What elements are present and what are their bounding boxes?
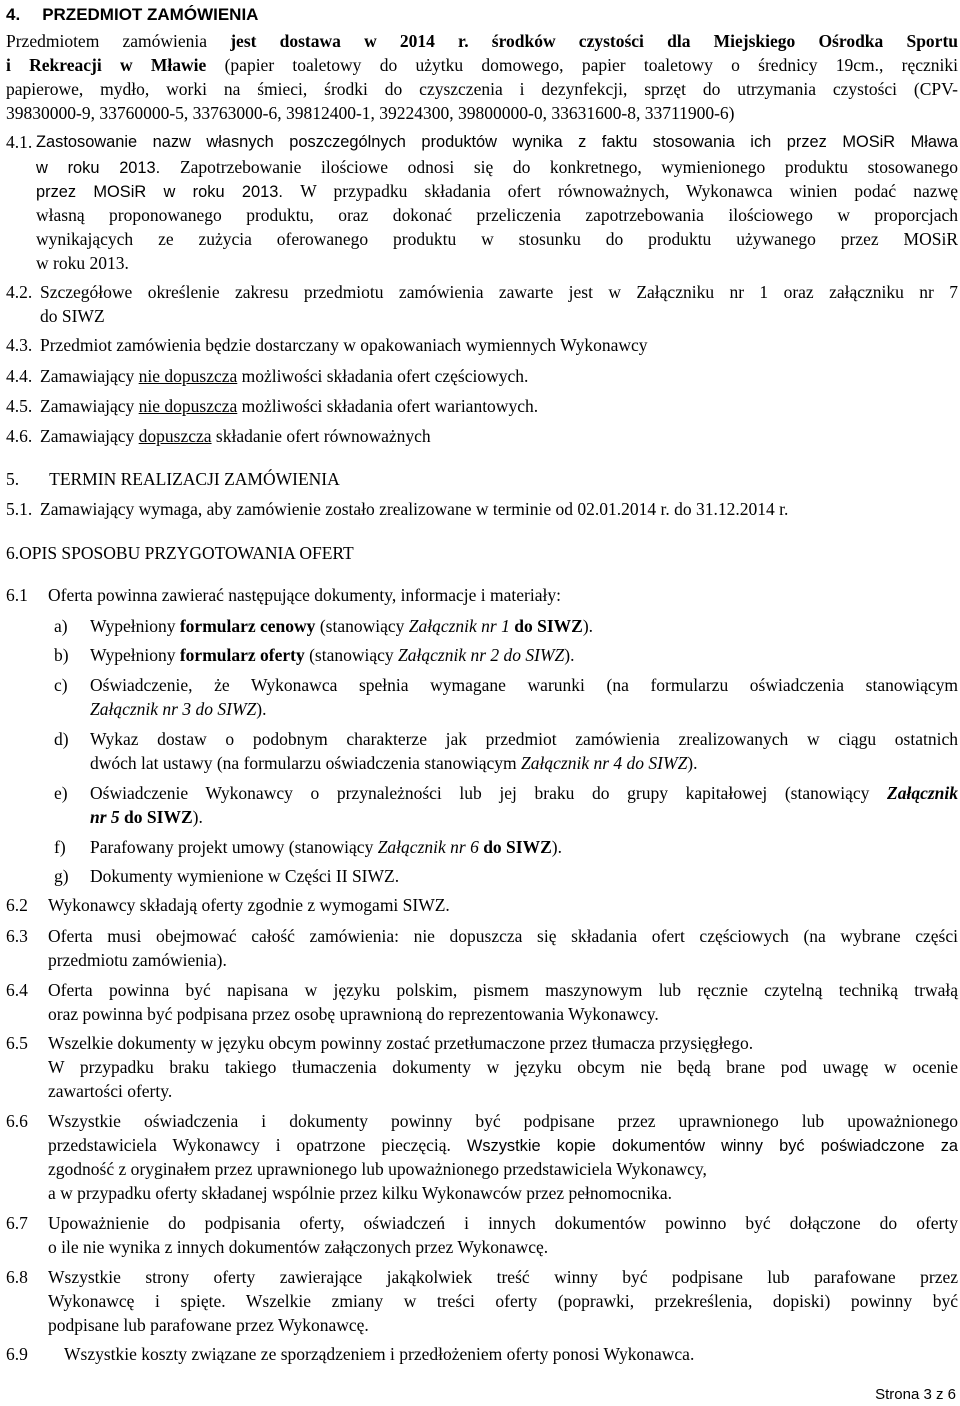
- p44-text-a: Zamawiający: [40, 366, 139, 386]
- p44-text: [40, 364, 528, 389]
- p63-number: 6.3: [6, 926, 28, 946]
- item-bold-italic: nr 5: [90, 807, 120, 827]
- item-g-label: g): [54, 866, 69, 886]
- p45-underlined: nie dopuszcza: [138, 396, 238, 416]
- item-text: Wypełniony: [90, 616, 180, 636]
- p66-text: przedstawiciela Wykonawcy i opatrzone pieczęcią.: [48, 1135, 467, 1155]
- item-italic: Załącznik nr 4 do SIWZ: [521, 753, 688, 773]
- intro-line-1: [6, 29, 958, 54]
- item-text: ).: [256, 699, 267, 719]
- intro-line-2: [6, 53, 958, 78]
- p63-line-2: przedmiotu zamówienia).: [48, 950, 227, 970]
- p69-text: Wszystkie koszty związane ze sporządzeniem i przedłożeniem oferty ponosi Wykonawca.: [64, 1344, 695, 1364]
- p45-number: 4.5.: [6, 396, 33, 416]
- p66-line-3: zgodność z oryginałem przez uprawnionego lub upoważnionego przedstawiciela Wykonawcy,: [48, 1159, 707, 1179]
- p44-number: 4.4.: [6, 366, 33, 386]
- section-title: PRZEDMIOT ZAMÓWIENIA: [42, 5, 259, 24]
- section-4-heading: [6, 3, 258, 28]
- p45-text: [40, 394, 538, 419]
- p42-line-2: do SIWZ: [40, 306, 105, 326]
- item-b-text: [90, 643, 574, 668]
- item-text: (stanowiący: [304, 645, 399, 665]
- p66-line-1: Wszystkie oświadczenia i dokumenty powinny być podpisane przez uprawnionego lub upoważnionego: [48, 1111, 958, 1131]
- item-e-line-2: [90, 805, 203, 830]
- p61-text: Oferta powinna zawierać następujące dokumenty, informacje i materiały:: [48, 585, 561, 605]
- item-bold: do SIWZ: [119, 807, 193, 827]
- item-bold: do SIWZ: [509, 616, 583, 636]
- item-italic: Załącznik nr 1: [408, 616, 510, 636]
- item-bold: do SIWZ: [478, 837, 552, 857]
- intro-bold-text: i Rekreacji w Mławie: [6, 55, 207, 75]
- p68-line-3: podpisane lub parafowane przez Wykonawcę.: [48, 1315, 369, 1335]
- p41-text: Zapotrzebowanie ilościowe odnosi się do konkretnego, wymienionego produktu stosowanego: [179, 157, 958, 177]
- item-c-label: c): [54, 675, 68, 695]
- item-bold-italic: Załącznik: [887, 783, 958, 803]
- p64-line-1: Oferta powinna być napisana w języku polskim, pismem maszynowym lub ręcznie czytelną techniką trwałą: [48, 980, 958, 1000]
- p62-number: 6.2: [6, 895, 28, 915]
- p65-line-3: zawartości oferty.: [48, 1081, 173, 1101]
- p66-line-4: a w przypadku oferty składanej wspólnie przez kilku Wykonawców przez pełnomocnika.: [48, 1183, 673, 1203]
- p65-line-2: W przypadku braku takiego tłumaczenia dokumenty w języku obcym nie będą brane pod uwagę w ocenie: [48, 1057, 958, 1077]
- item-text: ).: [564, 645, 575, 665]
- p61-number: 6.1: [6, 585, 28, 605]
- item-italic: Załącznik nr 2 do SIWZ: [398, 645, 565, 665]
- p45-text-b: możliwości składania ofert wariantowych.: [237, 396, 539, 416]
- p51-text: Zamawiający wymaga, aby zamówienie zostało zrealizowane w terminie od 02.01.2014 r. do 31.12.2014 r.: [40, 499, 789, 519]
- item-italic: Załącznik nr 6: [377, 837, 479, 857]
- section-6-heading: 6.OPIS SPOSOBU PRZYGOTOWANIA OFERT: [6, 543, 354, 563]
- p41-number: 4.1.: [6, 132, 33, 152]
- item-bold: formularz oferty: [179, 645, 305, 665]
- intro-line-4: 39830000-9, 33760000-5, 33763000-6, 39812400-1, 39224300, 39800000-0, 33631600-8, 33711900-6): [6, 103, 735, 123]
- p68-number: 6.8: [6, 1267, 28, 1287]
- item-c-line-1: Oświadczenie, że Wykonawca spełnia wymagane warunki (na formularzu oświadczenia stanowiącym: [90, 675, 958, 695]
- intro-line-3: papierowe, mydło, worki na śmieci, środki do czyszczenia i dezynfekcji, sprzęt do utrzymania czystości (CPV-: [6, 79, 958, 99]
- p41-line-1: Zastosowanie nazw własnych poszczególnych produktów wynika z faktu stosowania ich przez MOSiR Mława: [36, 133, 958, 151]
- p66-number: 6.6: [6, 1111, 28, 1131]
- p41-line-6: w roku 2013.: [36, 253, 129, 273]
- p46-text-a: Zamawiający: [40, 426, 139, 446]
- p41-line-5: wynikających ze zużycia oferowanego produktu w stosunku do produktu używanego przez MOSiR: [36, 229, 958, 249]
- item-g-text: Dokumenty wymienione w Części II SIWZ.: [90, 866, 400, 886]
- section-5-heading: [6, 467, 340, 492]
- intro-bold-text: jest dostawa w 2014 r. środków czystości dla Miejskiego Ośrodka Sportu: [230, 31, 959, 51]
- p69-number: 6.9: [6, 1344, 28, 1364]
- p64-line-2: oraz powinna być podpisana przez osobę uprawnioną do reprezentowania Wykonawcy.: [48, 1004, 659, 1024]
- p43-number: 4.3.: [6, 335, 33, 355]
- p41-text: W przypadku składania ofert równoważnych, Wykonawca winien podać nazwę: [300, 181, 958, 201]
- p42-number: 4.2.: [6, 282, 33, 302]
- p44-underlined: nie dopuszcza: [138, 366, 238, 386]
- section-number: 5.: [6, 469, 20, 489]
- item-text: Oświadczenie Wykonawcy o przynależności lub jej braku do grupy kapitałowej (stanowiący: [90, 783, 888, 803]
- item-bold: formularz cenowy: [179, 616, 316, 636]
- p41-line-2: [36, 155, 958, 181]
- item-b-label: b): [54, 645, 69, 665]
- item-text: ).: [192, 807, 203, 827]
- item-a-label: a): [54, 616, 68, 636]
- item-text: Wypełniony: [90, 645, 180, 665]
- p41-line-4: własną proponowanego produktu, oraz dokonać przeliczenia zapotrzebowania ilościowego w proporcjach: [36, 205, 958, 225]
- item-d-line-2: [90, 751, 698, 776]
- p43-text: Przedmiot zamówienia będzie dostarczany w opakowaniach wymiennych Wykonawcy: [40, 335, 648, 355]
- p41-text: przez MOSiR w roku 2013.: [36, 183, 301, 201]
- p68-line-1: Wszystkie strony oferty zawierające jakąkolwiek treść winny być podpisane lub parafowane przez: [48, 1267, 958, 1287]
- p46-number: 4.6.: [6, 426, 33, 446]
- section-number: 4.: [6, 5, 21, 24]
- item-c-line-2: [90, 697, 266, 722]
- item-text: Parafowany projekt umowy (stanowiący: [90, 837, 378, 857]
- p41-line-3: [36, 179, 958, 205]
- item-text: ).: [687, 753, 698, 773]
- p67-number: 6.7: [6, 1213, 28, 1233]
- p65-number: 6.5: [6, 1033, 28, 1053]
- item-e-line-1: [90, 781, 958, 806]
- p68-line-2: Wykonawcę i spięte. Wszelkie zmiany w treści oferty (poprawki, przekreślenia, dopiski) powinny być: [48, 1291, 958, 1311]
- intro-text: (papier toaletowy do użytku domowego, papier toaletowy o średnicy 19cm., ręczniki: [206, 55, 958, 75]
- p51-number: 5.1.: [6, 499, 33, 519]
- item-text: ).: [582, 616, 594, 636]
- p41-text: w roku 2013.: [36, 159, 180, 177]
- item-text: (stanowiący: [315, 616, 409, 636]
- item-text: dwóch lat ustawy (na formularzu oświadczenia stanowiącym: [90, 753, 522, 773]
- p62-text: Wykonawcy składają oferty zgodnie z wymogami SIWZ.: [48, 895, 450, 915]
- p66-text: Wszystkie kopie dokumentów winny być poświadczone za: [466, 1137, 959, 1155]
- p64-number: 6.4: [6, 980, 28, 1000]
- item-a-text: [90, 614, 593, 639]
- p44-text-b: możliwości składania ofert częściowych.: [237, 366, 529, 386]
- item-italic: Załącznik nr 3 do SIWZ: [90, 699, 257, 719]
- p46-text: [40, 424, 431, 449]
- item-text: ).: [551, 837, 562, 857]
- p63-line-1: Oferta musi obejmować całość zamówienia: nie dopuszcza się składania ofert częściowych (na wybrane części: [48, 926, 958, 946]
- item-f-text: [90, 835, 562, 860]
- item-d-line-1: Wykaz dostaw o podobnym charakterze jak przedmiot zamówienia zrealizowanych w ciągu ostatnich: [90, 729, 958, 749]
- p67-line-2: o ile nie wynika z innych dokumentów załączonych przez Wykonawcę.: [48, 1237, 549, 1257]
- item-d-label: d): [54, 729, 69, 749]
- item-f-label: f): [54, 837, 66, 857]
- p45-text-a: Zamawiający: [40, 396, 139, 416]
- intro-text: Przedmiotem zamówienia: [6, 31, 231, 51]
- p46-text-b: składanie ofert równoważnych: [211, 426, 431, 446]
- p42-line-1: Szczegółowe określenie zakresu przedmiotu zamówienia zawarte jest w Załączniku nr 1 oraz załączniku nr 7: [40, 282, 958, 302]
- p65-line-1: Wszelkie dokumenty w języku obcym powinny zostać przetłumaczone przez tłumacza przysięgłego.: [48, 1033, 754, 1053]
- p67-line-1: Upoważnienie do podpisania oferty, oświadczeń i innych dokumentów powinno być dołączone do oferty: [48, 1213, 958, 1233]
- section-title: TERMIN REALIZACJI ZAMÓWIENIA: [49, 469, 340, 489]
- p46-underlined: dopuszcza: [138, 426, 212, 446]
- page-number: Strona 3 z 6: [875, 1386, 956, 1403]
- item-e-label: e): [54, 783, 68, 803]
- p66-line-2: [48, 1133, 958, 1159]
